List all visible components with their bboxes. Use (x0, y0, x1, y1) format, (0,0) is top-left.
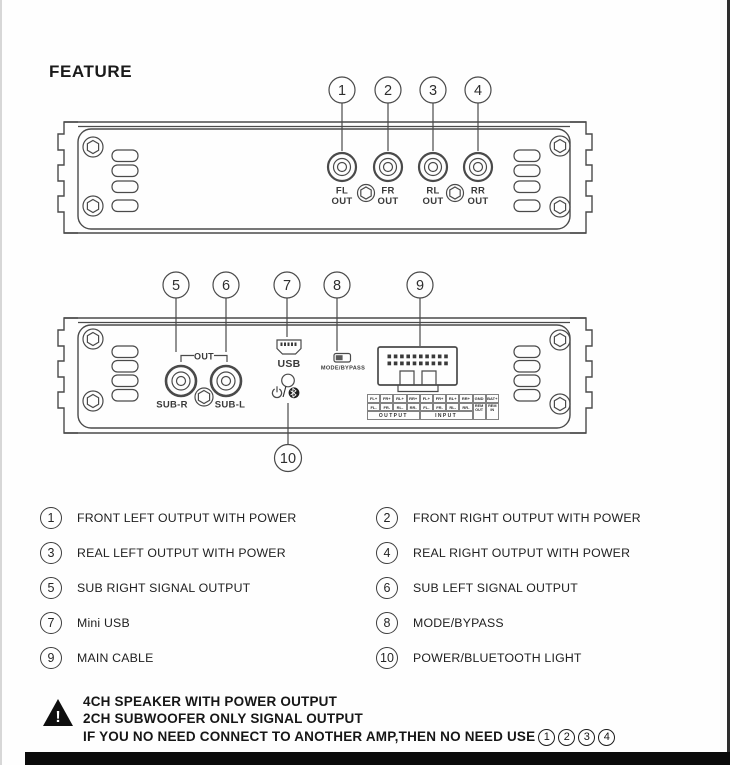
wire-cell: RR+ (459, 394, 472, 403)
connector-pins (388, 355, 448, 366)
warning-line-1: 4CH SPEAKER WITH POWER OUTPUT (83, 694, 338, 709)
heatsink-fins-right (570, 122, 592, 233)
warning-line-3 (83, 729, 718, 746)
legend-label: REAL RIGHT OUTPUT WITH POWER (413, 545, 631, 560)
usb-pins (281, 343, 297, 347)
legend-item-9 (40, 640, 376, 675)
wire-cell: FR+ (433, 394, 446, 403)
legend-number: 7 (40, 612, 62, 634)
circled-1: 1 (538, 729, 555, 746)
heatsink-fins-left (58, 318, 78, 433)
svg-text:9: 9 (415, 278, 425, 294)
slash: / (282, 385, 287, 401)
rl-out-jack (419, 153, 447, 181)
circled-3: 3 (578, 729, 595, 746)
chassis-outline (58, 318, 592, 433)
sub-l-jack (211, 366, 241, 396)
heatsink-fins-right (570, 318, 592, 433)
callout-2 (375, 77, 401, 103)
legend-item-5 (40, 570, 376, 605)
input-group-label: INPUT (420, 411, 473, 420)
legend-number: 3 (40, 542, 62, 564)
wire-cell: RL- (393, 403, 406, 412)
callout-badges (329, 77, 491, 103)
legend-item-8 (376, 605, 690, 640)
rem-in-cell: REM IN (486, 403, 499, 420)
jack-label: OUT (467, 196, 489, 207)
top-panel (58, 77, 592, 233)
svg-text:10: 10 (279, 451, 297, 467)
svg-text:7: 7 (282, 278, 292, 294)
sub-r-jack (166, 366, 196, 396)
bottom-panel (58, 272, 592, 472)
hex-screw (358, 185, 375, 202)
svg-text:1: 1 (337, 83, 347, 99)
callout-5 (163, 272, 189, 298)
callout-7 (274, 272, 300, 298)
legend-label: MAIN CABLE (77, 650, 154, 665)
sub-l-label: SUB-L (214, 399, 246, 411)
warning-line-3-text: IF YOU NO NEED CONNECT TO ANOTHER AMP,THEN NO NEED USE (83, 729, 536, 745)
rem-out-cell: REM OUT (473, 403, 486, 420)
circled-4: 4 (598, 729, 615, 746)
usb-label: USB (277, 358, 301, 370)
rca-output-jacks (328, 153, 492, 202)
jack-label: RL (426, 185, 440, 197)
jack-label: OUT (422, 196, 444, 207)
callout-9 (407, 272, 433, 298)
callout-10 (275, 445, 302, 472)
wire-cell: FR+ (380, 394, 393, 403)
wire-cell: FL+ (367, 394, 380, 403)
heatsink-fins-left (58, 122, 78, 233)
legend-number: 1 (40, 507, 62, 529)
legend-label: SUB LEFT SIGNAL OUTPUT (413, 580, 578, 595)
usb-section (272, 340, 301, 401)
legend-label: REAL LEFT OUTPUT WITH POWER (77, 545, 286, 560)
wire-cell: RR- (407, 403, 420, 412)
legend-number: 2 (376, 507, 398, 529)
wire-cell: RL- (446, 403, 459, 412)
legend-number: 6 (376, 577, 398, 599)
legend-item-2 (376, 500, 690, 535)
fl-out-jack (328, 153, 356, 181)
page-title: FEATURE (49, 62, 133, 81)
callout-8 (324, 272, 350, 298)
output-group-label: OUTPUT (367, 411, 420, 420)
jack-label: OUT (377, 196, 399, 207)
wire-cell: FL- (367, 403, 380, 412)
legend-item-1 (40, 500, 376, 535)
page-bottom-bar (25, 752, 730, 765)
legend-number: 10 (376, 647, 398, 669)
jack-label: FL (335, 185, 349, 197)
legend-label: FRONT LEFT OUTPUT WITH POWER (77, 510, 297, 525)
harness-wire-table (367, 394, 499, 420)
legend-label: SUB RIGHT SIGNAL OUTPUT (77, 580, 251, 595)
switch-knob (336, 355, 343, 360)
warning-text (83, 694, 718, 746)
out-bracket-label: OUT (194, 351, 214, 362)
fr-out-jack (374, 153, 402, 181)
callout-badges (163, 272, 433, 472)
mode-bypass-label: MODE/BYPASS (320, 365, 366, 372)
callout-3 (420, 77, 446, 103)
warning-triangle-icon (42, 698, 74, 727)
jack-label: FR (381, 185, 395, 197)
legend-number: 8 (376, 612, 398, 634)
gnd-cell: GND (473, 394, 486, 403)
warning-note (42, 694, 718, 746)
bluetooth-icon (289, 387, 300, 398)
hex-screw (195, 388, 213, 406)
legend-label: Mini USB (77, 615, 130, 630)
mini-usb-icon (277, 340, 301, 354)
main-cable-connector (378, 347, 457, 392)
legend (40, 500, 690, 675)
callout-leader-lines (176, 298, 420, 444)
legend-item-4 (376, 535, 690, 570)
callout-1 (329, 77, 355, 103)
legend-item-3 (40, 535, 376, 570)
sub-output-section (156, 352, 245, 411)
warning-line-2: 2CH SUBWOOFER ONLY SIGNAL OUTPUT (83, 710, 363, 726)
sub-r-label: SUB-R (156, 399, 188, 411)
callout-6 (213, 272, 239, 298)
svg-text:3: 3 (428, 83, 438, 99)
exclamation-mark: ! (55, 709, 61, 726)
circled-2: 2 (558, 729, 575, 746)
svg-text:8: 8 (332, 278, 342, 294)
legend-number: 9 (40, 647, 62, 669)
mode-bypass-section (321, 354, 365, 372)
legend-item-10 (376, 640, 690, 675)
wire-cell: RR- (459, 403, 472, 412)
legend-item-7 (40, 605, 376, 640)
wire-cell: FR- (433, 403, 446, 412)
legend-label: MODE/BYPASS (413, 615, 504, 630)
wire-cell: RL+ (446, 394, 459, 403)
bat-cell: BAT+ (487, 396, 498, 401)
chassis-outline (58, 122, 592, 233)
wire-cell: RR+ (407, 394, 420, 403)
wire-cell: FR- (380, 403, 393, 412)
wire-cell: RL+ (393, 394, 406, 403)
wire-cell: FL+ (420, 394, 433, 403)
svg-text:4: 4 (473, 83, 483, 99)
legend-item-6 (376, 570, 690, 605)
legend-label: POWER/BLUETOOTH LIGHT (413, 650, 582, 665)
panel-screws (83, 136, 570, 217)
rr-out-jack (464, 153, 492, 181)
hex-screw (447, 185, 464, 202)
jack-labels (332, 186, 489, 208)
legend-label: FRONT RIGHT OUTPUT WITH POWER (413, 510, 641, 525)
jack-label: RR (470, 185, 486, 197)
svg-text:5: 5 (171, 278, 181, 294)
legend-number: 4 (376, 542, 398, 564)
svg-text:2: 2 (383, 83, 393, 99)
callout-4 (465, 77, 491, 103)
jack-label: OUT (331, 196, 353, 207)
wire-cell: FL- (420, 403, 433, 412)
svg-text:6: 6 (221, 278, 231, 294)
power-icon (272, 386, 281, 397)
legend-number: 5 (40, 577, 62, 599)
